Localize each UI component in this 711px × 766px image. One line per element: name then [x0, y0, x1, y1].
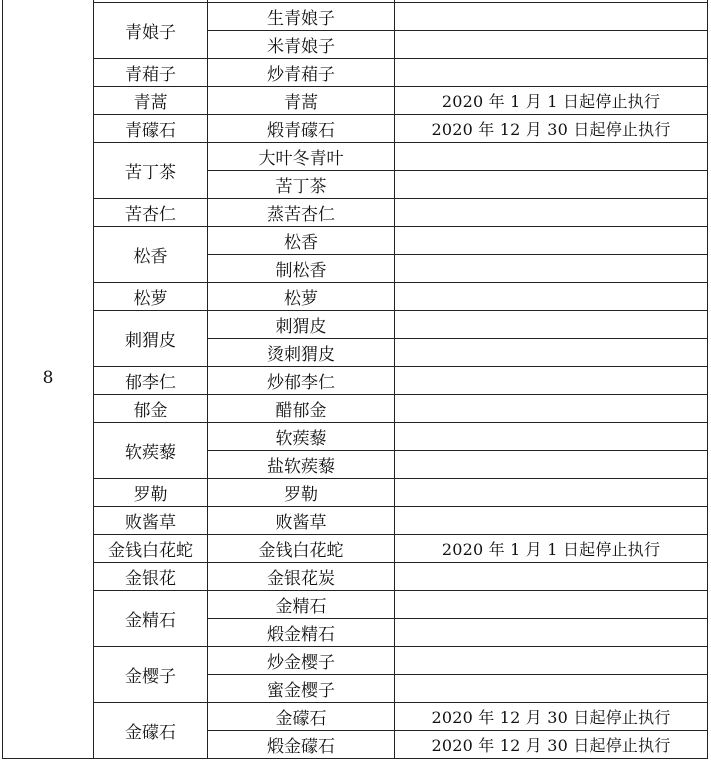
note-cell: 2020 年 12 月 30 日起停止执行	[395, 703, 708, 731]
herb-name-cell: 罗勒	[94, 479, 208, 507]
note-cell	[395, 311, 708, 339]
note-cell	[395, 227, 708, 255]
note-cell: 2020 年 12 月 30 日起停止执行	[395, 115, 708, 143]
herb-name-cell: 刺猬皮	[94, 311, 208, 367]
table-row	[3, 647, 708, 675]
processed-product-cell: 松萝	[208, 283, 395, 311]
note-cell	[395, 395, 708, 423]
herb-name-cell: 苦丁茶	[94, 143, 208, 199]
processed-product-cell: 烫刺猬皮	[208, 339, 395, 367]
note-cell	[395, 563, 708, 591]
processed-product-cell: 米青娘子	[208, 31, 395, 59]
note-cell	[395, 143, 708, 171]
note-cell	[395, 3, 708, 31]
note-cell	[395, 675, 708, 703]
herb-name-cell: 郁金	[94, 395, 208, 423]
herb-name-cell: 松香	[94, 227, 208, 283]
herb-name-cell: 郁李仁	[94, 367, 208, 395]
herb-name-cell: 金樱子	[94, 647, 208, 703]
processed-product-cell: 青蒿	[208, 87, 395, 115]
processed-product-cell: 炒金樱子	[208, 647, 395, 675]
table-row	[3, 143, 708, 171]
processed-product-cell: 金钱白花蛇	[208, 535, 395, 563]
herb-name-cell: 苦杏仁	[94, 199, 208, 227]
processed-product-cell: 败酱草	[208, 507, 395, 535]
table-row	[3, 199, 708, 227]
processed-product-cell: 软蒺藜	[208, 423, 395, 451]
processed-product-cell: 蜜金樱子	[208, 675, 395, 703]
note-cell	[395, 255, 708, 283]
table-row	[3, 283, 708, 311]
processed-product-cell: 醋郁金	[208, 395, 395, 423]
herb-name-cell: 金精石	[94, 591, 208, 647]
note-cell	[395, 31, 708, 59]
table-row	[3, 591, 708, 619]
table-row	[3, 227, 708, 255]
processed-product-cell: 炒青葙子	[208, 59, 395, 87]
table-row	[3, 479, 708, 507]
processed-product-cell: 煅青礞石	[208, 115, 395, 143]
table-row	[3, 3, 708, 31]
herb-name-cell: 青娘子	[94, 3, 208, 59]
herb-name-cell: 金礞石	[94, 703, 208, 759]
processed-product-cell: 罗勒	[208, 479, 395, 507]
processed-product-cell: 蒸苦杏仁	[208, 199, 395, 227]
processed-product-cell: 苦丁茶	[208, 171, 395, 199]
herb-name-cell: 金钱白花蛇	[94, 535, 208, 563]
table-row	[3, 563, 708, 591]
processed-product-cell: 大叶冬青叶	[208, 143, 395, 171]
herb-name-cell: 青礞石	[94, 115, 208, 143]
processed-product-cell: 制松香	[208, 255, 395, 283]
herb-name-cell: 败酱草	[94, 507, 208, 535]
note-cell	[395, 423, 708, 451]
table-row	[3, 535, 708, 563]
note-cell	[395, 507, 708, 535]
table-row	[3, 115, 708, 143]
processed-product-cell: 炒郁李仁	[208, 367, 395, 395]
processed-product-cell: 金精石	[208, 591, 395, 619]
note-cell	[395, 367, 708, 395]
note-cell	[395, 647, 708, 675]
table-row	[3, 423, 708, 451]
herb-name-cell: 青蒿	[94, 87, 208, 115]
herb-table-body	[3, 0, 708, 759]
note-cell: 2020 年 1 月 1 日起停止执行	[395, 87, 708, 115]
table-row	[3, 507, 708, 535]
table-row	[3, 311, 708, 339]
processed-product-cell: 刺猬皮	[208, 311, 395, 339]
table-row	[3, 59, 708, 87]
table-row	[3, 395, 708, 423]
herb-name-cell: 青葙子	[94, 59, 208, 87]
processed-product-cell: 金银花炭	[208, 563, 395, 591]
note-cell	[395, 59, 708, 87]
note-cell	[395, 339, 708, 367]
herb-name-cell: 软蒺藜	[94, 423, 208, 479]
note-cell	[395, 451, 708, 479]
note-cell	[395, 479, 708, 507]
processed-product-cell: 松香	[208, 227, 395, 255]
processed-product-cell: 煅金礞石	[208, 731, 395, 759]
note-cell	[395, 283, 708, 311]
herb-name-cell: 金银花	[94, 563, 208, 591]
herb-name-cell: 松萝	[94, 283, 208, 311]
table-row	[3, 703, 708, 731]
group-number-cell: 8	[3, 0, 94, 759]
note-cell	[395, 171, 708, 199]
processed-product-cell: 金礞石	[208, 703, 395, 731]
note-cell: 2020 年 1 月 1 日起停止执行	[395, 535, 708, 563]
note-cell	[395, 619, 708, 647]
herb-table	[2, 0, 708, 759]
processed-product-cell: 煅金精石	[208, 619, 395, 647]
processed-product-cell: 生青娘子	[208, 3, 395, 31]
table-row	[3, 87, 708, 115]
note-cell	[395, 199, 708, 227]
processed-product-cell: 盐软蒺藜	[208, 451, 395, 479]
table-row	[3, 367, 708, 395]
note-cell	[395, 591, 708, 619]
note-cell: 2020 年 12 月 30 日起停止执行	[395, 731, 708, 759]
